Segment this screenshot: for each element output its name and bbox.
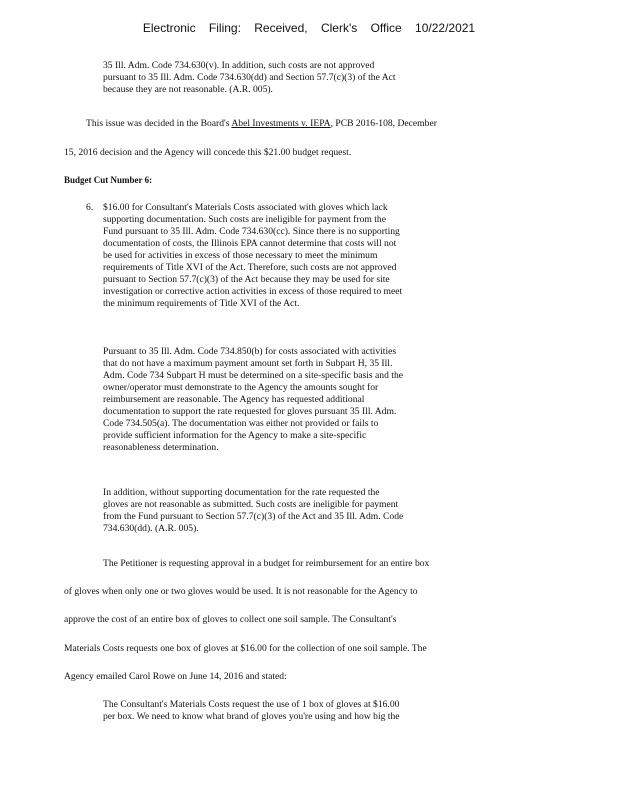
text-line: The Consultant's Materials Costs request the use of 1 box of gloves at $16.00 — [103, 699, 400, 710]
issue-paragraph-line-1 — [86, 118, 437, 130]
issue-text-tail: , PCB 2016-108, December — [330, 118, 437, 129]
text-line: pursuant to 35 Ill. Adm. Code 734.630(dd) and Section 57.7(c)(3) of the Act — [103, 72, 396, 83]
text-line: be used for activities in excess of those necessary to meet the minimum — [103, 250, 378, 261]
text-line: documentation to support the rate requested for gloves pursuant 35 Ill. Adm. — [103, 406, 397, 417]
text-line: investigation or corrective action activities in excess of those required to meet — [103, 286, 403, 297]
item-number: 6. — [86, 202, 94, 213]
petitioner-line-2: of gloves when only one or two gloves would be used. It is not reasonable for the Agency to — [64, 586, 418, 597]
filing-header: Electronic Filing: Received, Clerk's Office 10/22/2021 — [142, 21, 476, 35]
text-line: the minimum requirements of Title XVI of the Act. — [103, 298, 300, 309]
text-line: Fund pursuant to 35 Ill. Adm. Code 734.630(cc). Since there is no supporting — [103, 226, 400, 237]
text-line: supporting documentation. Such costs are ineligible for payment from the — [103, 214, 386, 225]
text-line: per box. We need to know what brand of gloves you're using and how big the — [103, 711, 400, 722]
text-line: Adm. Code 734 Subpart H must be determined on a site-specific basis and the — [103, 370, 404, 381]
petitioner-line-4: Materials Costs requests one box of gloves at $16.00 for the collection of one soil sample. The — [64, 643, 427, 654]
text-line: reimbursement are reasonable. The Agency has requested additional — [103, 394, 365, 405]
text-line: 35 Ill. Adm. Code 734.630(v). In addition, such costs are not approved — [103, 60, 375, 71]
text-line: that do not have a maximum payment amount set forth in Subpart H, 35 Ill. — [103, 358, 393, 369]
addition-paragraph — [103, 487, 403, 535]
email-quote-block — [103, 699, 400, 723]
text-line: documentation of costs, the Illinois EPA cannot determine that costs will not — [103, 238, 397, 249]
text-line: pursuant to Section 57.7(c)(3) of the Act because they may be used for site — [103, 274, 390, 285]
text-line: Code 734.505(a). The documentation was either not provided or fails to — [103, 418, 379, 429]
text-line: requirements of Title XVI of the Act. Therefore, such costs are not approved — [103, 262, 397, 273]
text-line: gloves are not reasonable as submitted. Such costs are ineligible for payment — [103, 499, 399, 510]
text-line: $16.00 for Consultant's Materials Costs associated with gloves which lack — [103, 202, 388, 213]
issue-text: This issue was decided in the Board's — [86, 118, 230, 129]
text-line: reasonableness determination. — [103, 442, 219, 453]
petitioner-line-3: approve the cost of an entire box of gloves to collect one soil sample. The Consultant's — [64, 614, 397, 625]
petitioner-line-1: The Petitioner is requesting approval in a budget for reimbursement for an entire box — [103, 558, 430, 569]
text-line: because they are not reasonable. (A.R. 005). — [103, 84, 273, 95]
case-citation: Abel Investments v. IEPA — [231, 118, 331, 129]
budget-cut-heading: Budget Cut Number 6: — [64, 175, 153, 185]
issue-paragraph-line-2: 15, 2016 decision and the Agency will concede this $21.00 budget request. — [64, 147, 352, 158]
petitioner-line-5: Agency emailed Carol Rowe on June 14, 2016 and stated: — [64, 671, 287, 682]
pursuant-paragraph — [103, 346, 403, 454]
text-line: provide sufficient information for the Agency to make a site-specific — [103, 430, 367, 441]
text-line: 734.630(dd). (A.R. 005). — [103, 523, 199, 534]
continued-text-block — [103, 60, 396, 96]
text-line: In addition, without supporting documentation for the rate requested the — [103, 487, 380, 498]
text-line: owner/operator must demonstrate to the Agency the amounts sought for — [103, 382, 379, 393]
text-line: from the Fund pursuant to Section 57.7(c)(3) of the Act and 35 Ill. Adm. Code — [103, 511, 404, 522]
item-6-text — [103, 202, 402, 310]
text-line: Pursuant to 35 Ill. Adm. Code 734.850(b) for costs associated with activities — [103, 346, 397, 357]
